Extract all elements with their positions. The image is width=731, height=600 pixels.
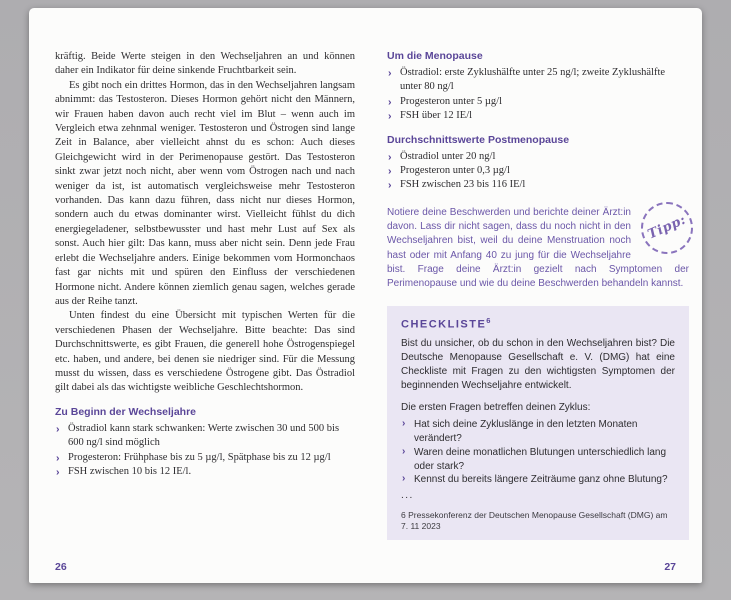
value-list — [387, 66, 689, 124]
list-item — [55, 465, 355, 479]
page-number-left: 26 — [55, 561, 67, 573]
list-item-text: Hat sich deine Zykluslänge in den letzten Monaten verändert? — [414, 419, 638, 445]
section-title-um-die-menopause: Um die Menopause — [387, 50, 483, 62]
list-item-text: Progesteron unter 5 µg/l — [400, 95, 502, 107]
chevron-bullet-icon: › — [56, 465, 60, 478]
footnote-marker: 6 — [486, 315, 491, 325]
chevron-bullet-icon: › — [388, 67, 392, 79]
list-item — [387, 109, 689, 123]
tip-text: Notiere deine Beschwerden und berichte deiner Ärzt:in davon. Lass dir nicht sagen, dass du noch nicht in den Wechseljahren bist, weil du deine Menstruation noch hast oder mit Anfang 40 zu jung für die Wechseljahre bist. Frage deine Ärzt:in gezielt nach Symptomen der Perimenopause und wie du deine Beschwerden behandeln kannst. — [387, 206, 689, 290]
list-item-text: Östradiol kann stark schwanken: Werte zwischen 30 und 500 bis 600 ng/l sind möglich — [68, 422, 340, 449]
list-item-text: Waren deine monatlichen Blutungen unterschiedlich lang oder stark? — [414, 446, 667, 472]
chevron-bullet-icon: › — [402, 418, 406, 430]
list-item — [401, 446, 675, 474]
chevron-bullet-icon: › — [388, 95, 392, 108]
page-number-right: 27 — [664, 561, 676, 573]
tip-block — [387, 206, 689, 292]
value-list — [55, 422, 355, 480]
list-item — [55, 451, 355, 465]
list-item — [401, 418, 675, 446]
list-item — [387, 150, 689, 164]
chevron-bullet-icon: › — [402, 445, 406, 457]
list-item — [387, 95, 689, 109]
list-item-text: FSH zwischen 10 bis 12 IE/l. — [68, 465, 192, 477]
list-item — [387, 66, 689, 95]
list-item-text: Progesteron: Frühphase bis zu 5 µg/l, Spätphase bis zu 12 µg/l — [68, 451, 331, 463]
chevron-bullet-icon: › — [388, 150, 392, 163]
chevron-bullet-icon: › — [388, 179, 392, 192]
section-title-wechseljahre-beginn: Zu Beginn der Wechseljahre — [55, 405, 197, 418]
book-spread — [29, 8, 702, 583]
chevron-bullet-icon: › — [56, 422, 60, 435]
footnote: 6 Pressekonferenz der Deutschen Menopause Gesellschaft (DMG) am 7. 11 2023 — [401, 510, 668, 532]
paragraph: kräftig. Beide Werte steigen in den Wechseljahren an und können daher ein Indikator für deine sinkende Fruchtbarkeit sein. — [55, 51, 355, 77]
checklist-intro: Bist du unsicher, ob du schon in den Wechseljahren bist? Die Deutsche Menopause Gesellschaft e. V. (DMG) hat eine Checkliste mit Fragen zu den wichtigsten Symptomen der beginnenden Wechseljahre entwickelt. — [401, 338, 675, 391]
tipp-stamp-icon — [641, 202, 693, 254]
paragraph: Es gibt noch ein drittes Hormon, das in den Wechseljahren langsam abnimmt: das Testosteron. Dieses Hormon gehört nicht den Männern, wir Frauen haben davon auch recht viel im Blut – wenn auch im Vergleich etwa zehnmal weniger. Testosteron und Östrogen sind lange Zeit in Balance, aber vielleicht ahnst du es schon: Auch dieses Gleichgewicht wird in der Perimenopause gestört. Das Testosteron sinkt zwar jetzt noch nicht, aber wenn vom Östrogen nach und nach weniger da ist, ist automatisch vergleichsweise mehr Testosteron vorhanden. Das kann dazu führen, dass nicht nur dieses Hormon, sondern auch du etwas dominanter wirst. Vielleicht fühlst du dich energiegeladener, selbstbewusster und hast mehr Lust auf Sex als sonst. Auch hier gilt: Das kann, muss aber nicht sein. Denn jede Frau erlebt die Wechseljahre anders. Einige bekommen vom Hormonchaos fast gar nichts mit und spüren den Einfluss der verschiedenen Hormone nicht. Andere können ziemlich genau sagen, welches gerade aus der Reihe tanzt. — [55, 79, 355, 307]
chevron-bullet-icon: › — [388, 110, 392, 123]
checklist-box — [387, 306, 689, 541]
list-item-text: FSH zwischen 23 bis 116 IE/l — [400, 179, 526, 191]
value-list — [387, 150, 689, 193]
list-item — [387, 164, 689, 178]
list-item-text: Östradiol unter 20 ng/l — [400, 150, 496, 162]
checklist-lead: Die ersten Fragen betreffen deinen Zyklus: — [401, 402, 591, 414]
page-left — [55, 50, 355, 479]
chevron-bullet-icon: › — [56, 451, 60, 464]
list-item-text: FSH über 12 IE/l — [400, 110, 473, 122]
list-item — [401, 473, 675, 487]
list-item-text: Kennst du bereits längere Zeiträume ganz ohne Blutung? — [414, 474, 668, 486]
ellipsis: ... — [401, 490, 414, 502]
checklist-title: CHECKLISTE$^6$ — [401, 315, 491, 331]
chevron-bullet-icon: › — [388, 165, 392, 178]
tipp-stamp-label: Tipp: — [645, 212, 689, 243]
section-title-postmenopause: Durchschnittswerte Postmenopause — [387, 133, 570, 146]
page-right — [387, 50, 689, 540]
paragraph: Unten findest du eine Übersicht mit typischen Werten für die verschiedenen Phasen der Wechseljahre. Bitte beachte: Das sind Durchschnittswerte, es gibt Frauen, die generell hohe Östrogenspiegel etc. haben, und andere, bei denen sie niedriger sind. Für die Messung musst du wissen, dass es verschiedene Östrogene gibt. Das Östradiol gilt dabei als das wichtigste weibliche Geschlechtshormon. — [55, 310, 355, 394]
list-item-text: Östradiol: erste Zyklushälfte unter 25 ng/l; zweite Zyklushälfte unter 80 ng/l — [400, 67, 666, 93]
checklist-questions — [401, 418, 675, 487]
list-item — [55, 422, 355, 451]
list-item-text: Progesteron unter 0,3 µg/l — [400, 165, 510, 177]
chevron-bullet-icon: › — [402, 473, 406, 485]
list-item — [387, 178, 689, 192]
